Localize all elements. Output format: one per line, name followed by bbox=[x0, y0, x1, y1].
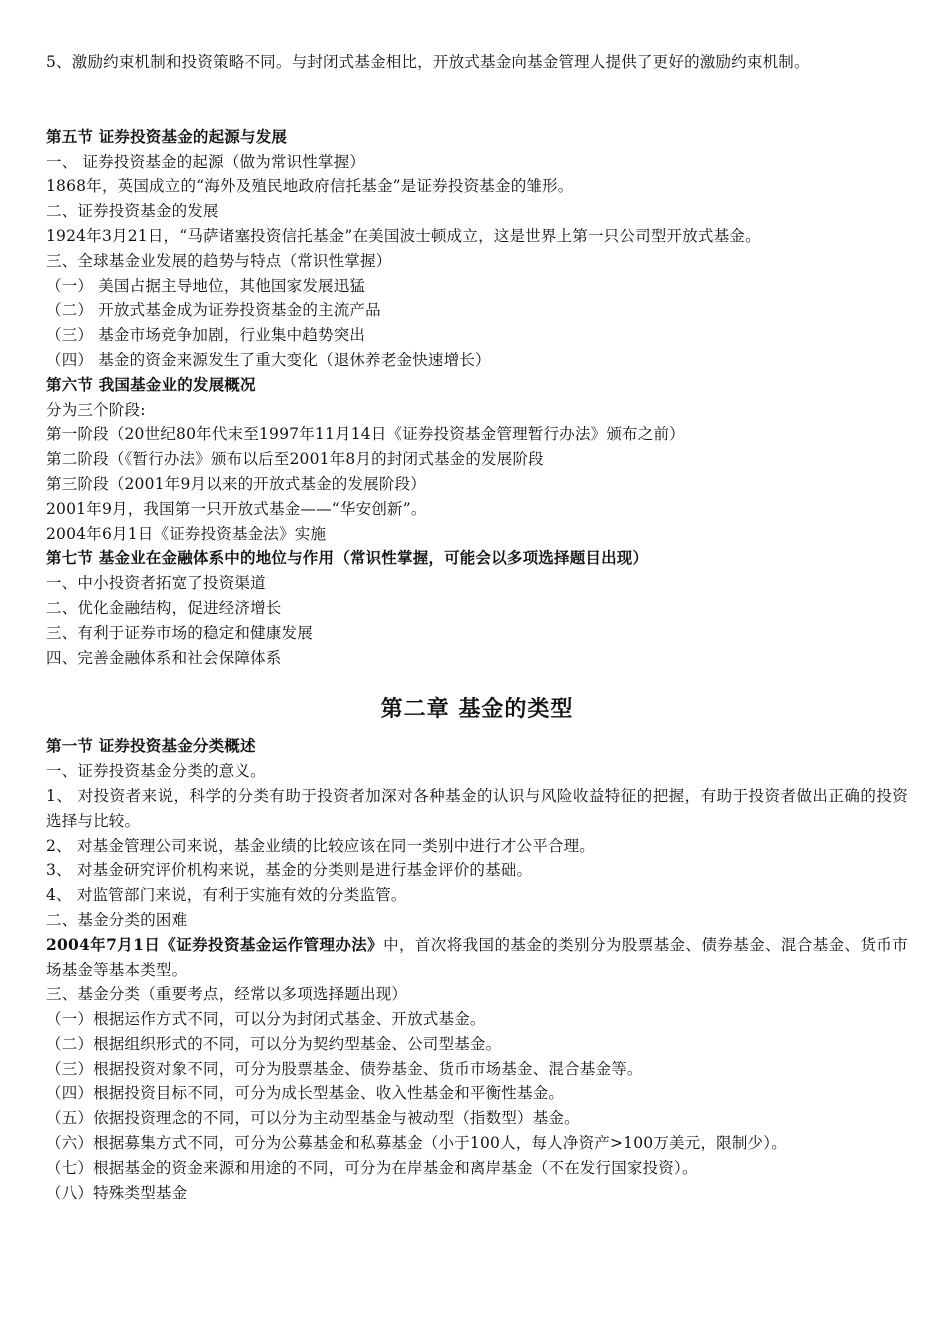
chapter2-line: （七）根据基金的资金来源和用途的不同，可分为在岸基金和离岸基金（不在发行国家投资）。 bbox=[46, 1158, 698, 1177]
section6-line: 2004年6月1日《证券投资基金法》实施 bbox=[46, 524, 327, 543]
section5-line: 二、证券投资基金的发展 bbox=[46, 202, 219, 221]
chapter2-line: （一）根据运作方式不同，可以分为封闭式基金、开放式基金。 bbox=[46, 1010, 486, 1029]
section5-line: 1924年3月21日，“马萨诸塞投资信托基金”在美国波士顿成立，这是世界上第一只公司型开放式基金。 bbox=[46, 226, 761, 245]
chapter-title: 第二章 基金的类型 bbox=[380, 696, 574, 723]
chapter2-line: （二）根据组织形式的不同，可以分为契约型基金、公司型基金。 bbox=[46, 1034, 502, 1053]
section5-line: （四） 基金的资金来源发生了重大变化（退休养老金快速增长） bbox=[46, 350, 491, 369]
section7-line: 四、完善金融体系和社会保障体系 bbox=[46, 648, 282, 667]
chapter2-line: 2、 对基金管理公司来说，基金业绩的比较应该在同一类别中进行才公平合理。 bbox=[46, 836, 595, 855]
chapter2-section1-title: 第一节 证券投资基金分类概述 bbox=[46, 736, 256, 756]
section7-title: 第七节 基金业在金融体系中的地位与作用（常识性掌握，可能会以多项选择题目出现） bbox=[46, 548, 649, 568]
section5-line: （一） 美国占据主导地位，其他国家发展迅猛 bbox=[46, 276, 366, 295]
section7-line: 三、有利于证券市场的稳定和健康发展 bbox=[46, 623, 313, 642]
section5-line: （三） 基金市场竞争加剧，行业集中趋势突出 bbox=[46, 326, 366, 345]
section6-line: 第三阶段（2001年9月以来的开放式基金的发展阶段） bbox=[46, 474, 427, 493]
section7-line: 二、优化金融结构，促进经济增长 bbox=[46, 598, 282, 617]
chapter2-line: （五）依据投资理念的不同，可以分为主动型基金与被动型（指数型）基金。 bbox=[46, 1109, 580, 1128]
chapter2-line: 3、 对基金研究评价机构来说，基金的分类则是进行基金评价的基础。 bbox=[46, 861, 533, 880]
intro-paragraph: 5、激励约束机制和投资策略不同。与封闭式基金相比，开放式基金向基金管理人提供了更好的激励约束机制。 bbox=[46, 53, 810, 71]
section6-line: 第一阶段（20世纪80年代末至1997年11月14日《证券投资基金管理暂行办法》颁布之前） bbox=[46, 425, 685, 444]
section6-line: 分为三个阶段: bbox=[46, 400, 146, 419]
regulation-text: 中，首次将我国的基金的类别分为股票基金、债券基金、混合基金、货币市场基金等基本类型。 bbox=[46, 935, 908, 979]
section5-title: 第五节 证券投资基金的起源与发展 bbox=[46, 126, 288, 146]
section6-title: 第六节 我国基金业的发展概况 bbox=[46, 374, 256, 394]
section5-line: 一、 证券投资基金的起源（做为常识性掌握） bbox=[46, 152, 366, 171]
section7-line: 一、中小投资者拓宽了投资渠道 bbox=[46, 574, 266, 593]
section-gap bbox=[46, 75, 908, 125]
chapter2-line: 二、基金分类的困难 bbox=[46, 910, 188, 929]
section5-line: （二） 开放式基金成为证券投资基金的主流产品 bbox=[46, 301, 381, 320]
chapter2-line: （六）根据募集方式不同，可分为公募基金和私募基金（小于100人，每人净资产>100万美元，限制少）。 bbox=[46, 1134, 787, 1153]
chapter2-line: 4、 对监管部门来说，有利于实施有效的分类监管。 bbox=[46, 886, 407, 905]
chapter2-line: （四）根据投资目标不同，可分为成长型基金、收入性基金和平衡性基金。 bbox=[46, 1084, 565, 1103]
section6-line: 第二阶段（《暂行办法》颁布以后至2001年8月的封闭式基金的发展阶段 bbox=[46, 450, 544, 469]
chapter2-line: （八）特殊类型基金 bbox=[46, 1183, 188, 1202]
chapter2-line: 三、基金分类（重要考点，经常以多项选择题出现） bbox=[46, 985, 408, 1004]
section6-line: 2001年9月，我国第一只开放式基金——“华安创新”。 bbox=[46, 499, 427, 518]
section5-line: 1868年，英国成立的“海外及殖民地政府信托基金”是证券投资基金的雏形。 bbox=[46, 177, 574, 196]
chapter2-line: 1、 对投资者来说，科学的分类有助于投资者加深对各种基金的认识与风险收益特征的把握，有助于投资者做出正确的投资选择与比较。 bbox=[46, 786, 908, 830]
regulation-paragraph bbox=[46, 933, 908, 983]
chapter2-line: （三）根据投资对象不同，可分为股票基金、债券基金、货币市场基金、混合基金等。 bbox=[46, 1059, 643, 1078]
chapter2-line: 一、证券投资基金分类的意义。 bbox=[46, 762, 266, 781]
section5-line: 三、全球基金业发展的趋势与特点（常识性掌握） bbox=[46, 251, 392, 270]
regulation-name: 2004年7月1日《证券投资基金运作管理办法》 bbox=[46, 934, 384, 954]
document-page bbox=[46, 50, 908, 1205]
